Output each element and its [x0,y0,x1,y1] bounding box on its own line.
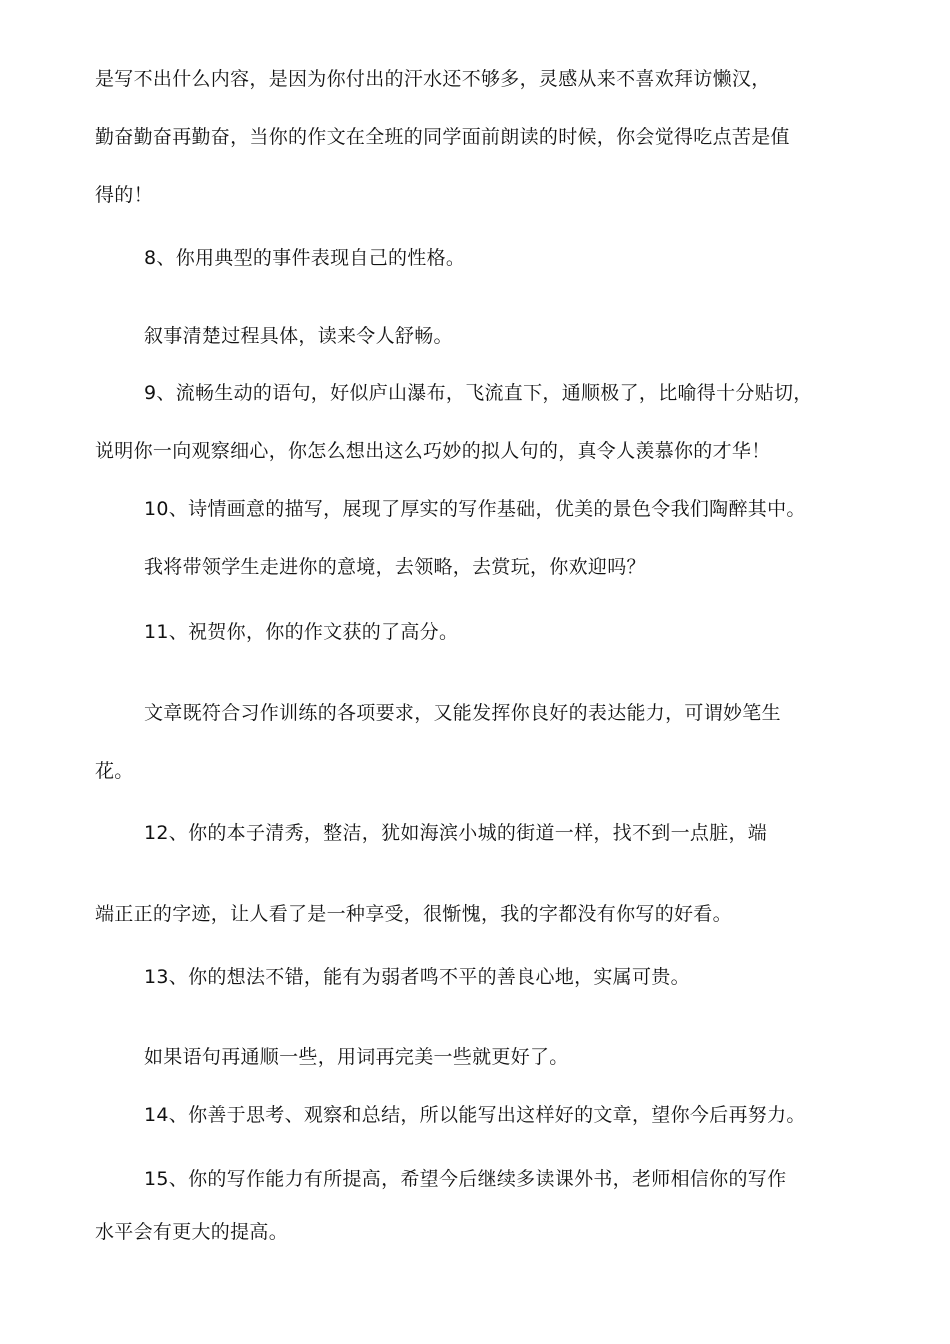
list-item-12: 12、你的本子清秀，整洁，犹如海滨小城的街道一样，找不到一点脏，端 [144,822,768,844]
text-line: 花。 [95,760,134,782]
text-line: 叙事清楚过程具体，读来令人舒畅。 [144,325,453,347]
list-item-9: 9、流畅生动的语句，好似庐山瀑布，飞流直下，通顺极了，比喻得十分贴切， [144,382,813,404]
text-line: 得的！ [95,184,153,206]
text-line: 如果语句再通顺一些，用词再完美一些就更好了。 [144,1046,569,1068]
text-line: 端正正的字迹，让人看了是一种享受，很惭愧，我的字都没有你写的好看。 [95,903,732,925]
list-item-15: 15、你的写作能力有所提高，希望今后继续多读课外书，老师相信你的写作 [144,1168,787,1190]
text-line: 水平会有更大的提高。 [95,1221,289,1243]
list-item-13: 13、你的想法不错，能有为弱者鸣不平的善良心地，实属可贵。 [144,966,690,988]
text-line: 说明你一向观察细心，你怎么想出这么巧妙的拟人句的，真令人羡慕你的才华！ [95,440,771,462]
text-line: 文章既符合习作训练的各项要求，又能发挥你良好的表达能力，可谓妙笔生 [144,702,781,724]
text-line: 是写不出什么内容，是因为你付出的汗水还不够多，灵感从来不喜欢拜访懒汉， [95,68,771,90]
list-item-14: 14、你善于思考、观察和总结，所以能写出这样好的文章，望你今后再努力。 [144,1104,806,1126]
text-line: 我将带领学生走进你的意境，去领略，去赏玩，你欢迎吗？ [144,556,646,578]
list-item-11: 11、祝贺你，你的作文获的了高分。 [144,621,459,643]
list-item-8: 8、你用典型的事件表现自己的性格。 [144,247,466,269]
list-item-10: 10、诗情画意的描写，展现了厚实的写作基础，优美的景色令我们陶醉其中。 [144,498,806,520]
text-line: 勤奋勤奋再勤奋，当你的作文在全班的同学面前朗读的时候，你会觉得吃点苦是值 [95,126,790,148]
